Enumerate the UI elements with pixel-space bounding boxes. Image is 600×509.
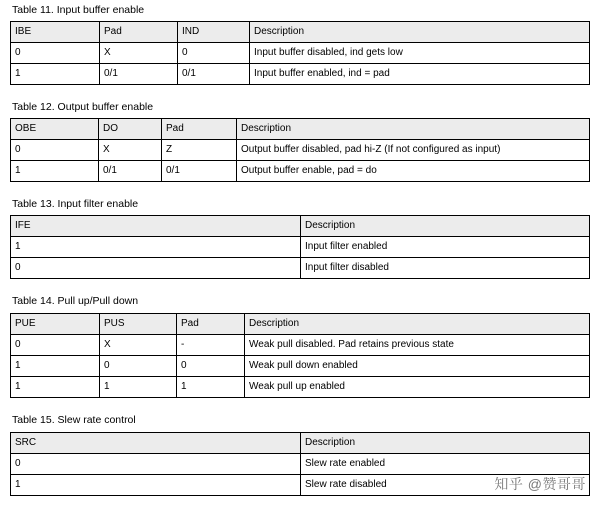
table-cell: X — [100, 43, 178, 64]
table-cell: Input filter enabled — [301, 237, 590, 258]
column-header: Description — [250, 22, 590, 43]
table-cell: Z — [162, 140, 237, 161]
table-cell: Weak pull down enabled — [245, 356, 590, 377]
column-header: Description — [301, 216, 590, 237]
table-cell: 0 — [100, 356, 177, 377]
table-cell: Input filter disabled — [301, 258, 590, 279]
table-cell: Weak pull disabled. Pad retains previous state — [245, 335, 590, 356]
table-cell: Weak pull up enabled — [245, 377, 590, 398]
table-cell: 0/1 — [162, 161, 237, 182]
table-14-caption: Table 14. Pull up/Pull down — [12, 295, 139, 307]
table-cell: Slew rate enabled — [301, 454, 590, 475]
table-row — [11, 356, 590, 377]
table-cell: 1 — [11, 475, 301, 496]
table-row — [11, 43, 590, 64]
table-header-row — [11, 22, 590, 43]
column-header: IND — [178, 22, 250, 43]
table-row — [11, 161, 590, 182]
table-cell: 1 — [100, 377, 177, 398]
table-cell: 0 — [11, 140, 99, 161]
table-cell: 0/1 — [100, 64, 178, 85]
table-header-row — [11, 433, 590, 454]
table-cell: 0/1 — [178, 64, 250, 85]
table-cell: 0 — [11, 454, 301, 475]
table-12-output-buffer-enable — [10, 118, 590, 182]
table-cell: 1 — [11, 64, 100, 85]
table-cell: 0 — [11, 43, 100, 64]
table-row — [11, 377, 590, 398]
table-cell: Slew rate disabled — [301, 475, 590, 496]
table-header-row — [11, 119, 590, 140]
table-row — [11, 454, 590, 475]
table-13-caption: Table 13. Input filter enable — [12, 198, 139, 210]
table-cell: 0 — [11, 335, 100, 356]
column-header: IBE — [11, 22, 100, 43]
table-header-row — [11, 216, 590, 237]
table-cell: 0 — [11, 258, 301, 279]
column-header: Pad — [100, 22, 178, 43]
table-cell: Output buffer enable, pad = do — [237, 161, 590, 182]
table-cell: 1 — [11, 237, 301, 258]
column-header: PUS — [100, 314, 177, 335]
table-15-caption: Table 15. Slew rate control — [12, 414, 136, 426]
table-13-input-filter-enable — [10, 215, 590, 279]
column-header: IFE — [11, 216, 301, 237]
column-header: SRC — [11, 433, 301, 454]
table-row — [11, 335, 590, 356]
column-header: Pad — [177, 314, 245, 335]
table-cell: - — [177, 335, 245, 356]
table-cell: 0 — [177, 356, 245, 377]
table-cell: 1 — [11, 377, 100, 398]
table-cell: Input buffer disabled, ind gets low — [250, 43, 590, 64]
column-header: Description — [245, 314, 590, 335]
table-cell: X — [100, 335, 177, 356]
table-cell: Input buffer enabled, ind = pad — [250, 64, 590, 85]
table-row — [11, 237, 590, 258]
column-header: Description — [301, 433, 590, 454]
table-14-pull-up-pull-down — [10, 313, 590, 398]
column-header: DO — [99, 119, 162, 140]
table-12-caption: Table 12. Output buffer enable — [12, 101, 154, 113]
table-cell: 1 — [177, 377, 245, 398]
column-header: PUE — [11, 314, 100, 335]
table-cell: X — [99, 140, 162, 161]
table-cell: 0 — [178, 43, 250, 64]
column-header: OBE — [11, 119, 99, 140]
table-cell: 1 — [11, 161, 99, 182]
table-row — [11, 64, 590, 85]
table-row — [11, 258, 590, 279]
table-cell: 1 — [11, 356, 100, 377]
table-cell: 0/1 — [99, 161, 162, 182]
table-row — [11, 140, 590, 161]
watermark: 知乎 @赞哥哥 — [494, 476, 586, 492]
table-cell: Output buffer disabled, pad hi-Z (If not configured as input) — [237, 140, 590, 161]
column-header: Description — [237, 119, 590, 140]
column-header: Pad — [162, 119, 237, 140]
table-header-row — [11, 314, 590, 335]
table-11-caption: Table 11. Input buffer enable — [12, 4, 145, 16]
table-11-input-buffer-enable — [10, 21, 590, 85]
